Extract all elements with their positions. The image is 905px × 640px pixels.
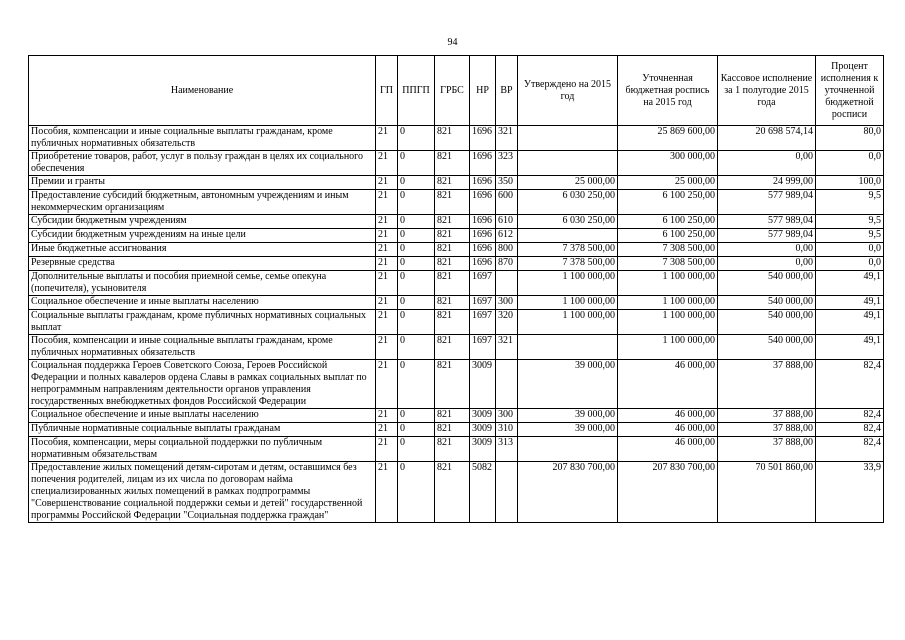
cell-refined: 6 100 250,00 [618,229,718,243]
cell-refined: 46 000,00 [618,437,718,462]
table-row [29,462,884,523]
cell-nr: 1697 [470,310,496,335]
table-row [29,360,884,409]
table-row [29,271,884,296]
cell-nr: 1696 [470,151,496,176]
cell-approved: 39 000,00 [518,423,618,437]
cell-nr: 1696 [470,176,496,190]
cell-gp: 21 [376,229,398,243]
column-header-cash: Кассовое исполнение за 1 полугодие 2015 года [718,56,816,126]
cell-cash: 577 989,04 [718,190,816,215]
cell-approved [518,151,618,176]
cell-percent: 82,4 [816,409,884,423]
cell-refined: 7 308 500,00 [618,257,718,271]
cell-gp: 21 [376,176,398,190]
cell-vr: 300 [496,409,518,423]
cell-nr: 1697 [470,335,496,360]
cell-grbs: 821 [435,437,470,462]
cell-cash: 540 000,00 [718,271,816,296]
cell-gp: 21 [376,126,398,151]
column-header-vr: ВР [496,56,518,126]
cell-cash: 0,00 [718,151,816,176]
cell-cash: 0,00 [718,257,816,271]
cell-cash: 540 000,00 [718,310,816,335]
cell-percent: 82,4 [816,437,884,462]
cell-gp: 21 [376,243,398,257]
cell-gp: 21 [376,335,398,360]
cell-gp: 21 [376,296,398,310]
cell-gp: 21 [376,462,398,523]
cell-ppgp: 0 [398,243,435,257]
cell-percent: 9,5 [816,190,884,215]
cell-name: Публичные нормативные социальные выплаты гражданам [29,423,376,437]
cell-approved [518,437,618,462]
cell-approved [518,229,618,243]
cell-name: Пособия, компенсации, меры социальной поддержки по публичным нормативным обязательствам [29,437,376,462]
cell-cash: 577 989,04 [718,215,816,229]
column-header-percent: Процент исполнения к уточненной бюджетной росписи [816,56,884,126]
cell-nr: 1696 [470,126,496,151]
cell-refined: 6 100 250,00 [618,190,718,215]
cell-vr: 320 [496,310,518,335]
budget-execution-table [28,55,884,523]
cell-ppgp: 0 [398,310,435,335]
cell-name: Резервные средства [29,257,376,271]
table-header-row [29,56,884,126]
cell-nr: 3009 [470,437,496,462]
cell-cash: 37 888,00 [718,437,816,462]
cell-percent: 9,5 [816,229,884,243]
cell-approved: 25 000,00 [518,176,618,190]
cell-vr: 870 [496,257,518,271]
cell-approved: 207 830 700,00 [518,462,618,523]
cell-vr: 600 [496,190,518,215]
cell-ppgp: 0 [398,257,435,271]
column-header-nr: НР [470,56,496,126]
cell-cash: 540 000,00 [718,296,816,310]
cell-vr: 800 [496,243,518,257]
cell-percent: 49,1 [816,271,884,296]
cell-name: Иные бюджетные ассигнования [29,243,376,257]
cell-vr: 321 [496,335,518,360]
cell-vr: 612 [496,229,518,243]
cell-ppgp: 0 [398,271,435,296]
cell-grbs: 821 [435,229,470,243]
table-row [29,335,884,360]
column-header-refined: Уточненная бюджетная роспись на 2015 год [618,56,718,126]
cell-grbs: 821 [435,462,470,523]
cell-cash: 70 501 860,00 [718,462,816,523]
cell-cash: 540 000,00 [718,335,816,360]
column-header-approved: Утверждено на 2015 год [518,56,618,126]
table-row [29,423,884,437]
cell-approved: 6 030 250,00 [518,190,618,215]
cell-ppgp: 0 [398,190,435,215]
cell-approved: 39 000,00 [518,409,618,423]
cell-percent: 49,1 [816,310,884,335]
cell-grbs: 821 [435,257,470,271]
cell-gp: 21 [376,215,398,229]
cell-grbs: 821 [435,176,470,190]
cell-grbs: 821 [435,335,470,360]
cell-approved [518,335,618,360]
cell-cash: 37 888,00 [718,423,816,437]
cell-percent: 82,4 [816,423,884,437]
table-row [29,151,884,176]
cell-percent: 49,1 [816,296,884,310]
cell-nr: 1696 [470,215,496,229]
cell-refined: 46 000,00 [618,409,718,423]
cell-vr [496,360,518,409]
cell-ppgp: 0 [398,335,435,360]
cell-gp: 21 [376,437,398,462]
cell-vr: 313 [496,437,518,462]
cell-percent: 9,5 [816,215,884,229]
cell-cash: 24 999,00 [718,176,816,190]
cell-gp: 21 [376,360,398,409]
cell-refined: 46 000,00 [618,423,718,437]
cell-nr: 1697 [470,296,496,310]
cell-ppgp: 0 [398,462,435,523]
cell-refined: 1 100 000,00 [618,296,718,310]
cell-ppgp: 0 [398,151,435,176]
cell-refined: 46 000,00 [618,360,718,409]
cell-ppgp: 0 [398,437,435,462]
cell-ppgp: 0 [398,423,435,437]
cell-nr: 1696 [470,229,496,243]
cell-cash: 577 989,04 [718,229,816,243]
cell-name: Пособия, компенсации и иные социальные выплаты гражданам, кроме публичных нормативных обязательств [29,335,376,360]
cell-approved: 1 100 000,00 [518,310,618,335]
column-header-grbs: ГРБС [435,56,470,126]
cell-cash: 37 888,00 [718,360,816,409]
cell-gp: 21 [376,423,398,437]
cell-grbs: 821 [435,360,470,409]
cell-ppgp: 0 [398,409,435,423]
cell-ppgp: 0 [398,176,435,190]
column-header-gp: ГП [376,56,398,126]
cell-vr: 310 [496,423,518,437]
table-row [29,243,884,257]
cell-name: Социальные выплаты гражданам, кроме публичных нормативных социальных выплат [29,310,376,335]
cell-nr: 1697 [470,271,496,296]
table-row [29,215,884,229]
cell-vr [496,462,518,523]
cell-ppgp: 0 [398,296,435,310]
cell-refined: 1 100 000,00 [618,271,718,296]
cell-ppgp: 0 [398,360,435,409]
cell-refined: 207 830 700,00 [618,462,718,523]
table-row [29,229,884,243]
cell-vr: 323 [496,151,518,176]
cell-vr [496,271,518,296]
cell-refined: 6 100 250,00 [618,215,718,229]
column-header-name: Наименование [29,56,376,126]
cell-gp: 21 [376,190,398,215]
cell-approved: 6 030 250,00 [518,215,618,229]
cell-vr: 350 [496,176,518,190]
column-header-ppgp: ППГП [398,56,435,126]
cell-gp: 21 [376,257,398,271]
table-row [29,409,884,423]
cell-grbs: 821 [435,190,470,215]
cell-percent: 0,0 [816,151,884,176]
cell-gp: 21 [376,271,398,296]
table-body [29,126,884,523]
cell-ppgp: 0 [398,215,435,229]
cell-nr: 3009 [470,360,496,409]
cell-vr: 300 [496,296,518,310]
cell-refined: 300 000,00 [618,151,718,176]
cell-grbs: 821 [435,409,470,423]
cell-grbs: 821 [435,243,470,257]
table-row [29,126,884,151]
cell-percent: 80,0 [816,126,884,151]
cell-name: Предоставление жилых помещений детям-сиротам и детям, оставшимся без попечения родителей, лицам из их числа по договорам найма специализированных жилых помещений в рамках подпрограммы "Совершенствование социальной поддержки семьи и детей" государственной программы Российской Федерации "Социальная поддержка граждан" [29,462,376,523]
cell-ppgp: 0 [398,229,435,243]
cell-name: Субсидии бюджетным учреждениям [29,215,376,229]
cell-cash: 0,00 [718,243,816,257]
cell-percent: 0,0 [816,243,884,257]
cell-percent: 33,9 [816,462,884,523]
cell-ppgp: 0 [398,126,435,151]
cell-refined: 25 869 600,00 [618,126,718,151]
page-number: 94 [447,37,458,48]
cell-name: Социальное обеспечение и иные выплаты населению [29,296,376,310]
cell-name: Пособия, компенсации и иные социальные выплаты гражданам, кроме публичных нормативных обязательств [29,126,376,151]
cell-name: Приобретение товаров, работ, услуг в пользу граждан в целях их социального обеспечения [29,151,376,176]
cell-name: Социальная поддержка Героев Советского Союза, Героев Российской Федерации и полных кавалеров ордена Славы в рамках социальных выплат по непрограммным направлениям деятельности органов управления государственных внебюджетных фондов Российской Федерации [29,360,376,409]
cell-grbs: 821 [435,310,470,335]
cell-percent: 0,0 [816,257,884,271]
cell-grbs: 821 [435,126,470,151]
cell-nr: 1696 [470,190,496,215]
cell-percent: 100,0 [816,176,884,190]
cell-name: Дополнительные выплаты и пособия приемной семье, семье опекуна (попечителя), усыновителя [29,271,376,296]
cell-grbs: 821 [435,271,470,296]
cell-approved: 7 378 500,00 [518,257,618,271]
cell-grbs: 821 [435,215,470,229]
cell-vr: 610 [496,215,518,229]
table-row [29,176,884,190]
cell-name: Премии и гранты [29,176,376,190]
table-row [29,310,884,335]
cell-name: Предоставление субсидий бюджетным, автономным учреждениям и иным некоммерческим организациям [29,190,376,215]
cell-refined: 1 100 000,00 [618,310,718,335]
table-row [29,437,884,462]
table-row [29,296,884,310]
cell-nr: 5082 [470,462,496,523]
table-row [29,257,884,271]
cell-refined: 25 000,00 [618,176,718,190]
cell-nr: 1696 [470,257,496,271]
cell-gp: 21 [376,409,398,423]
cell-nr: 1696 [470,243,496,257]
cell-grbs: 821 [435,151,470,176]
cell-percent: 82,4 [816,360,884,409]
cell-name: Социальное обеспечение и иные выплаты населению [29,409,376,423]
cell-percent: 49,1 [816,335,884,360]
cell-name: Субсидии бюджетным учреждениям на иные цели [29,229,376,243]
table-row [29,190,884,215]
cell-refined: 1 100 000,00 [618,335,718,360]
cell-nr: 3009 [470,409,496,423]
cell-approved: 1 100 000,00 [518,296,618,310]
cell-approved [518,126,618,151]
cell-approved: 1 100 000,00 [518,271,618,296]
cell-gp: 21 [376,310,398,335]
cell-gp: 21 [376,151,398,176]
cell-approved: 7 378 500,00 [518,243,618,257]
cell-cash: 37 888,00 [718,409,816,423]
cell-refined: 7 308 500,00 [618,243,718,257]
cell-nr: 3009 [470,423,496,437]
cell-approved: 39 000,00 [518,360,618,409]
cell-grbs: 821 [435,296,470,310]
cell-cash: 20 698 574,14 [718,126,816,151]
cell-grbs: 821 [435,423,470,437]
cell-vr: 321 [496,126,518,151]
